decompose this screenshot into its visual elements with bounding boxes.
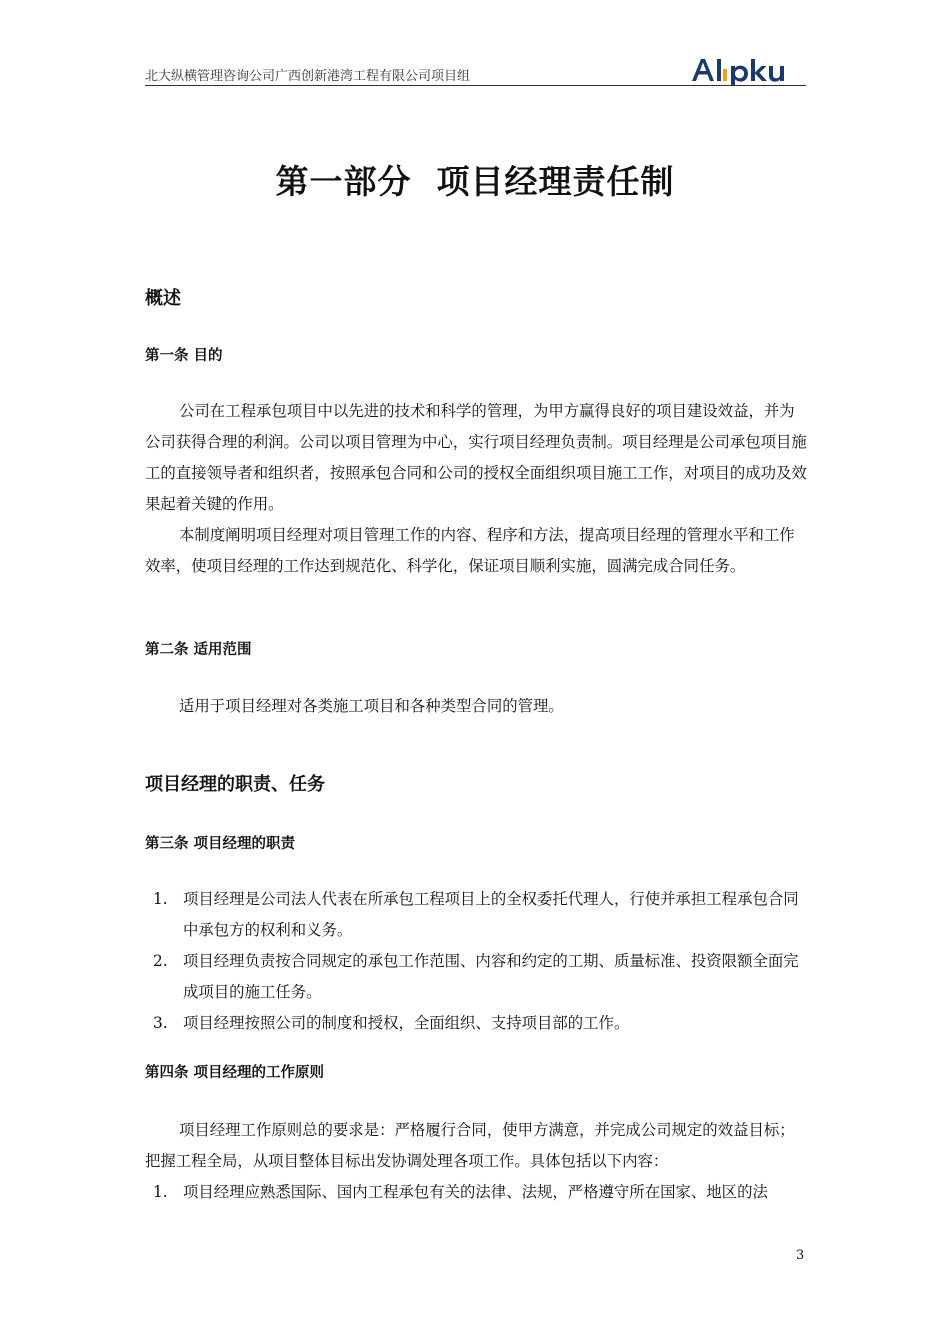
list-item-text: 项目经理应熟悉国际、国内工程承包有关的法律、法规，严格遵守所在国家、地区的法 bbox=[183, 1183, 768, 1201]
article-2-heading: 第二条 适用范围 bbox=[145, 642, 252, 658]
article-4-list bbox=[145, 1177, 810, 1208]
section-heading-duties: 项目经理的职责、任务 bbox=[145, 774, 325, 795]
article-1-heading: 第一条 目的 bbox=[145, 348, 223, 364]
article-4-paragraph-1-text: 项目经理工作原则总的要求是：严格履行合同，使甲方满意，并完成公司规定的效益目标；把握工程全局，从项目整体目标出发协调处理各项工作。具体包括以下内容： bbox=[145, 1121, 795, 1170]
list-item-number: 1. bbox=[153, 1183, 168, 1201]
article-4-heading: 第四条 项目经理的工作原则 bbox=[145, 1065, 325, 1081]
list-item-text: 项目经理负责按合同规定的承包工作范围、内容和约定的工期、质量标准、投资限额全面完成项目的施工任务。 bbox=[183, 952, 799, 1001]
list-item-number: 2. bbox=[153, 952, 168, 970]
article-1-paragraph-2 bbox=[145, 520, 807, 582]
page-header bbox=[145, 55, 806, 86]
section-heading-overview: 概述 bbox=[145, 288, 181, 309]
list-item bbox=[145, 1008, 810, 1039]
article-1-paragraph-1-text: 公司在工程承包项目中以先进的技术和科学的管理，为甲方赢得良好的项目建设效益，并为公司获得合理的利润。公司以项目管理为中心，实行项目经理负责制。项目经理是公司承包项目施工的直接领导者和组织者，按照承包合同和公司的授权全面组织项目施工工作，对项目的成功及效果起着关键的作用。 bbox=[145, 402, 807, 513]
page-number: 3 bbox=[796, 1248, 805, 1263]
list-item bbox=[145, 1177, 810, 1208]
article-1-paragraph-1 bbox=[145, 396, 807, 520]
list-item-text: 项目经理是公司法人代表在所承包工程项目上的全权委托代理人，行使并承担工程承包合同中承包方的权利和义务。 bbox=[183, 890, 799, 939]
allpku-logo bbox=[690, 55, 806, 85]
article-1-paragraph-2-text: 本制度阐明项目经理对项目管理工作的内容、程序和方法，提高项目经理的管理水平和工作效率，使项目经理的工作达到规范化、科学化，保证项目顺利实施，圆满完成合同任务。 bbox=[145, 526, 795, 575]
list-item-number: 3. bbox=[153, 1014, 168, 1032]
header-text: 北大纵横管理咨询公司广西创新港湾工程有限公司项目组 bbox=[145, 69, 471, 84]
article-3-list bbox=[145, 884, 810, 1039]
list-item bbox=[145, 884, 810, 946]
document-title: 第一部分 项目经理责任制 bbox=[275, 162, 675, 201]
article-2-paragraph-1 bbox=[145, 691, 807, 722]
list-item-text: 项目经理按照公司的制度和授权，全面组织、支持项目部的工作。 bbox=[183, 1014, 630, 1032]
article-4-paragraph-1 bbox=[145, 1115, 807, 1177]
article-2-paragraph-1-text: 适用于项目经理对各类施工项目和各种类型合同的管理。 bbox=[179, 697, 564, 715]
article-3-heading: 第三条 项目经理的职责 bbox=[145, 836, 296, 852]
list-item-number: 1. bbox=[153, 890, 168, 908]
list-item bbox=[145, 946, 810, 1008]
